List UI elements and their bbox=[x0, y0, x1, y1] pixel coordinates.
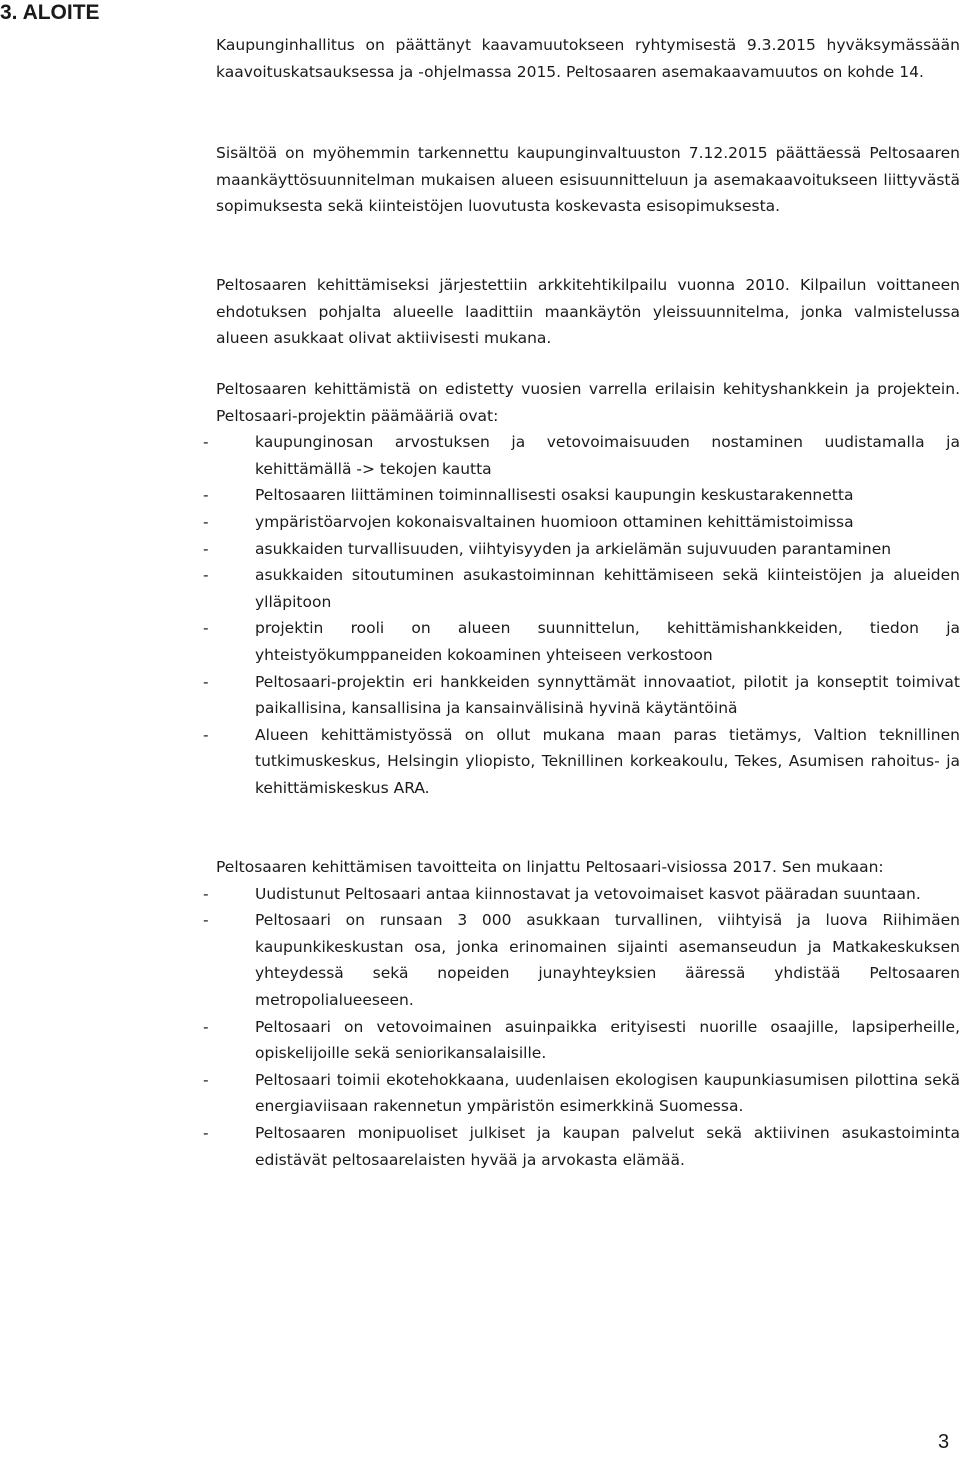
list-item: - projektin rooli on alueen suunnittelun, kehittämishankkeiden, tiedon ja yhteistyökumppaneiden kokoaminen yhteiseen verkostoon bbox=[216, 615, 960, 668]
list-item: - Uudistunut Peltosaari antaa kiinnostavat ja vetovoimaiset kasvot pääradan suuntaan. bbox=[216, 881, 960, 908]
list-item: - asukkaiden turvallisuuden, viihtyisyyden ja arkielämän sujuvuuden parantaminen bbox=[216, 536, 960, 563]
paragraph-sisalto: Sisältöä on myöhemmin tarkennettu kaupunginvaltuuston 7.12.2015 päättäessä Peltosaaren maankäyttösuunnitelman mukaisen alueen esisuunnitteluun ja asemakaavoitukseen liittyvästä sopimuksesta sekä kiinteistöjen luovutusta koskevasta esisopimuksesta. bbox=[216, 144, 960, 216]
paragraph-arkkitehtikilpailu: Peltosaaren kehittämiseksi järjestettiin arkkitehtikilpailu vuonna 2010. Kilpailun voittaneen ehdotuksen pohjalta alueelle laadittiin maankäytön yleissuunnitelma, jonka valmistelussa alueen asukkaat olivat aktiivisesti mukana. bbox=[216, 276, 960, 348]
paragraph-kaavamuutos: Kaupunginhallitus on päättänyt kaavamuutokseen ryhtymisestä 9.3.2015 hyväksymässään kaavoituskatsauksessa ja -ohjelmassa 2015. Peltosaaren asemakaavamuutos on kohde 14. bbox=[216, 36, 960, 81]
vision-section bbox=[216, 854, 960, 1173]
list-item: - Alueen kehittämistyössä on ollut mukana maan paras tietämys, Valtion teknillinen tutkimuskeskus, Helsingin yliopisto, Teknillinen korkeakoulu, Tekes, Asumisen rahoitus- ja kehittämiskeskus ARA. bbox=[216, 722, 960, 802]
list-item: - Peltosaaren liittäminen toiminnallisesti osaksi kaupungin keskustarakennetta bbox=[216, 482, 960, 509]
goals-list bbox=[216, 429, 960, 801]
vision-list bbox=[216, 881, 960, 1174]
list-item: - Peltosaari on runsaan 3 000 asukkaan turvallinen, viihtyisä ja luova Riihimäen kaupunkikeskustan osa, jonka erinomainen sijainti asemanseudun ja Matkakeskuksen yhteydessä sekä nopeiden junayhteyksien ääressä yhdistää Peltosaaren metropolialueeseen. bbox=[216, 907, 960, 1013]
list-item: - ympäristöarvojen kokonaisvaltainen huomioon ottaminen kehittämistoimissa bbox=[216, 509, 960, 536]
list-item: - kaupunginosan arvostuksen ja vetovoimaisuuden nostaminen uudistamalla ja kehittämällä -> tekojen kautta bbox=[216, 429, 960, 482]
page-number: 3 bbox=[938, 1431, 950, 1453]
list-item: - Peltosaari on vetovoimainen asuinpaikka erityisesti nuorille osaajille, lapsiperheille, opiskelijoille sekä seniorikansalaisille. bbox=[216, 1014, 960, 1067]
list-item: - Peltosaaren monipuoliset julkiset ja kaupan palvelut sekä aktiivinen asukastoiminta edistävät peltosaarelaisten hyvää ja arvokasta elämää. bbox=[216, 1120, 960, 1173]
list-item: - asukkaiden sitoutuminen asukastoiminnan kehittämiseen sekä kiinteistöjen ja alueiden ylläpitoon bbox=[216, 562, 960, 615]
list-item: - Peltosaari-projektin eri hankkeiden synnyttämät innovaatiot, pilotit ja konseptit toimivat paikallisina, kansallisina ja kansainvälisinä hyvinä käytäntöinä bbox=[216, 669, 960, 722]
paragraph-visio: Peltosaaren kehittämisen tavoitteita on linjattu Peltosaari-visiossa 2017. Sen mukaan: bbox=[216, 858, 884, 876]
goals-section bbox=[216, 376, 960, 802]
paragraph-kehityshankkeet: Peltosaaren kehittämistä on edistetty vuosien varrella erilaisin kehityshankkein ja projektein. Peltosaari-projektin päämääriä ovat: bbox=[216, 380, 960, 425]
section-heading: 3. ALOITE bbox=[0, 1, 100, 24]
list-item: - Peltosaari toimii ekotehokkaana, uudenlaisen ekologisen kaupunkiasumisen pilottina sekä energiaviisaan rakennetun ympäristön esimerkkinä Suomessa. bbox=[216, 1067, 960, 1120]
